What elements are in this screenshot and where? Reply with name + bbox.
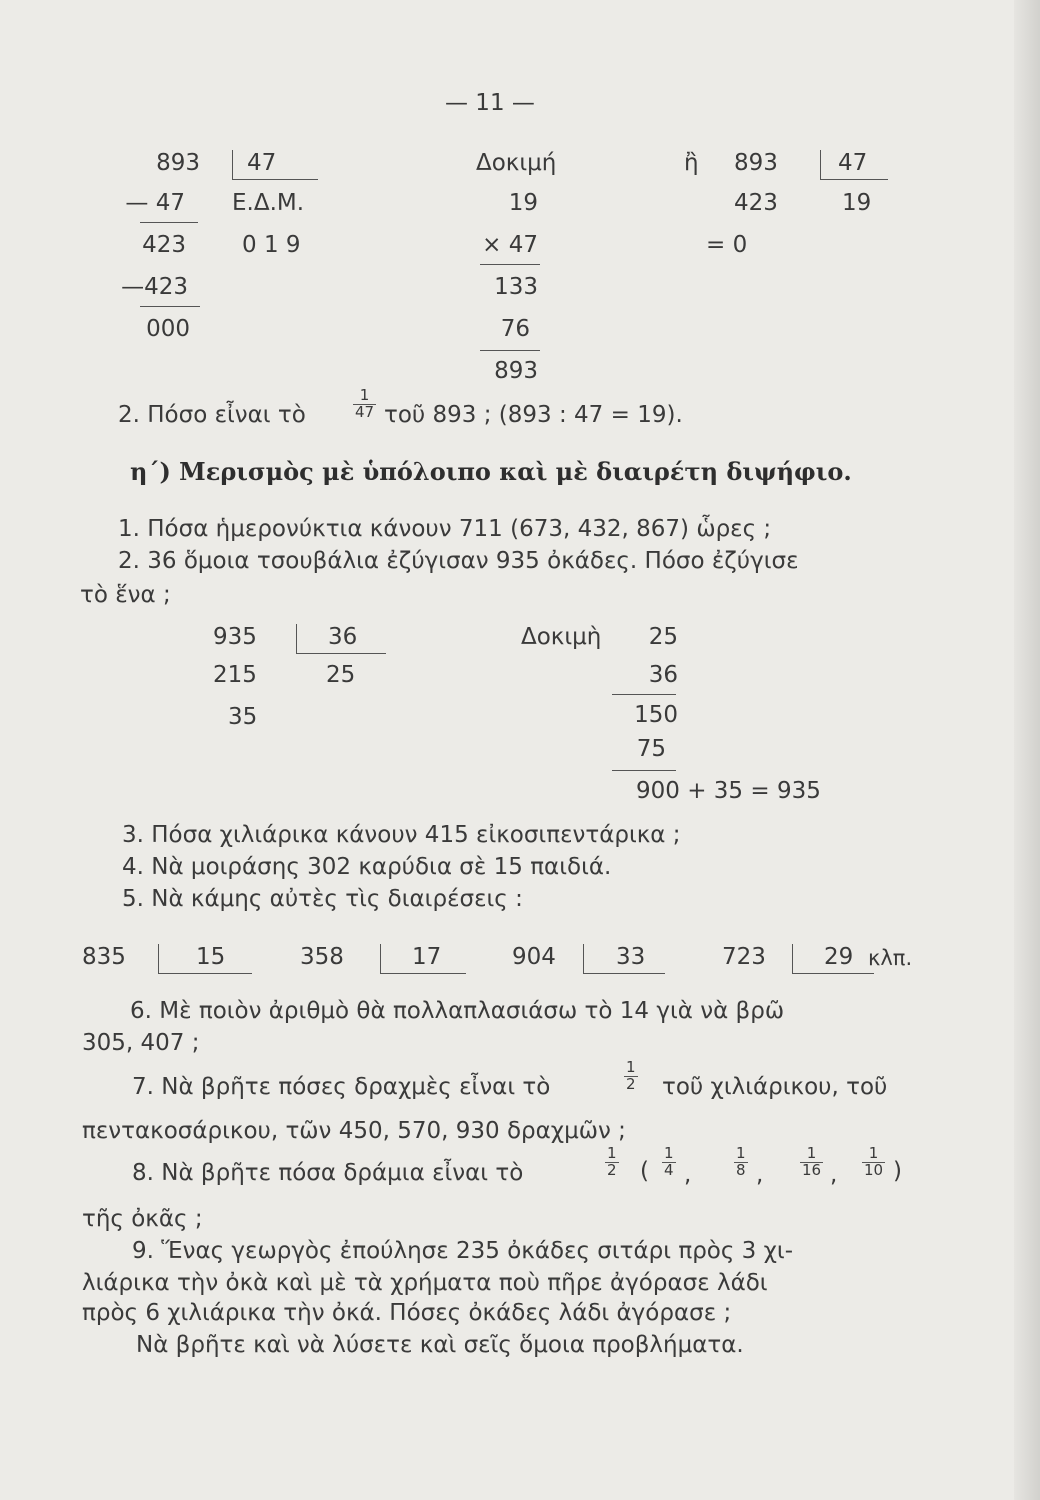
exercise-dividend: 835 [82,944,126,970]
fraction [800,1146,823,1179]
rule [140,306,200,307]
problem-6-line-1: 6. Μὲ ποιὸν ἀριθμὸ θὰ πολλαπλασιάσω τὸ 14 γιὰ νὰ βρῶ [130,998,785,1024]
alt-remainder: 423 [734,190,778,216]
divisor-underline [583,973,665,974]
method-label: Ε.Δ.Μ. [232,190,305,216]
fraction-denominator: 10 [864,1160,884,1179]
remainder-1: 215 [213,662,257,688]
problem-2-line-2: τὸ ἕνα ; [80,582,171,608]
problem-7-text: 7. Νὰ βρῆτε πόσες δραχμὲς εἶναι τὸ [132,1074,551,1100]
problem-9-line-3: πρὸς 6 χιλιάρικα τὴν ὀκά. Πόσες ὀκάδες λάδι ἀγόρασε ; [82,1300,732,1326]
problem-9-line-1: 9. Ἕνας γεωργὸς ἐπούλησε 235 ὀκάδες σιτάρι πρὸς 3 χι- [132,1238,793,1264]
exercise-dividend: 904 [512,944,556,970]
proof-factor-1: 25 [648,624,678,650]
closing-line: Νὰ βρῆτε καὶ νὰ λύσετε καὶ σεῖς ὅμοια προβλήματα. [136,1332,744,1358]
problem-3: 3. Πόσα χιλιάρικα κάνουν 415 εἰκοσιπεντάρικα ; [122,822,681,848]
proof-partial-1: 150 [634,702,678,728]
division-bar [158,944,159,974]
problem-7-text: τοῦ χιλιάρικου, τοῦ [662,1074,888,1100]
proof-factor-1: 19 [508,190,538,216]
divisor: 47 [247,150,277,176]
rule [612,770,676,771]
fraction-denominator: 2 [626,1074,636,1093]
fraction [662,1146,676,1179]
comma: , [684,1162,692,1188]
page-number: — 11 — [445,90,535,116]
divisor-underline [158,973,252,974]
divisor: 36 [328,624,358,650]
fraction-1-47 [353,388,376,421]
fraction-denominator: 16 [802,1160,822,1179]
proof-result: 900 + 35 = 935 [636,778,821,804]
problem-2-line-1: 2. 36 ὅμοια τσουβάλια ἐζύγισαν 935 ὀκάδες. Πόσο ἐζύγισε [118,548,799,574]
rule [480,264,540,265]
section-heading: η΄) Μερισμὸς μὲ ὑπόλοιπο καὶ μὲ διαιρέτη διψήφιο. [130,457,852,486]
exercise-divisor: 15 [196,944,226,970]
division-bar [583,944,584,974]
divisor-underline [296,653,386,654]
alt-quotient: 19 [842,190,872,216]
division-bar [232,150,233,180]
or-label: ἢ [684,150,699,176]
problem-8-line-2: τῆς ὀκᾶς ; [82,1206,203,1232]
problem-4: 4. Νὰ μοιράσης 302 καρύδια σὲ 15 παιδιά. [122,854,612,880]
division-bar [380,944,381,974]
fraction [862,1146,885,1179]
fraction [605,1146,619,1179]
question-text: τοῦ 893 ; (893 : 47 = 19). [384,402,683,428]
proof-label: Δοκιμή [476,150,557,176]
division-bar [820,150,821,180]
problem-1: 1. Πόσα ἡμερονύκτια κάνουν 711 (673, 432, 867) ὧρες ; [118,516,772,542]
fraction [734,1146,748,1179]
problem-5: 5. Νὰ κάμης αὐτὲς τὶς διαιρέσεις : [122,886,523,912]
divisor-underline [792,973,874,974]
exercise-dividend: 723 [722,944,766,970]
proof-result: 893 [494,358,538,384]
close-paren: ) [893,1158,902,1184]
problem-6-line-2: 305, 407 ; [82,1030,200,1056]
quotient: 25 [326,662,356,688]
alt-zero: = 0 [706,232,748,258]
alt-divisor: 47 [838,150,868,176]
dividend: 935 [213,624,257,650]
divisor-underline [820,179,888,180]
problem-7-line-2: πεντακοσάρικου, τῶν 450, 570, 930 δραχμῶν ; [82,1118,626,1144]
fraction-denominator: 2 [607,1160,617,1179]
exercise-divisor: 17 [412,944,442,970]
proof-partial-1: 133 [494,274,538,300]
proof-factor-2: 36 [648,662,678,688]
proof-factor-2: × 47 [482,232,538,258]
proof-partial-2: 76 [500,316,530,342]
subtraction-2: —423 [121,274,188,300]
rule [480,350,540,351]
fraction-numerator: 1 [806,1144,817,1162]
exercise-dividend: 358 [300,944,344,970]
fraction-denominator: 47 [355,402,375,421]
proof-label: Δοκιμὴ [521,624,602,650]
comma: , [756,1162,764,1188]
fraction-numerator: 1 [626,1058,636,1076]
rule [612,694,676,695]
remainder-1: 423 [142,232,186,258]
dividend: 893 [156,150,200,176]
fraction-numerator: 1 [607,1144,617,1162]
fraction-numerator: 1 [736,1144,746,1162]
division-bar [792,944,793,974]
comma: , [830,1162,838,1188]
divisor-underline [380,973,466,974]
problem-8-text: 8. Νὰ βρῆτε πόσα δράμια εἶναι τὸ [132,1160,524,1186]
remainder-2: 000 [146,316,190,342]
fraction-1-2 [624,1060,638,1093]
remainder: 35 [228,704,258,730]
subtraction-1: — 47 [125,190,185,216]
exercise-divisor: 29 [824,944,854,970]
page-edge-shadow [1014,0,1040,1500]
fraction-denominator: 4 [664,1160,674,1179]
fraction-numerator: 1 [868,1144,879,1162]
quotient-digits: 0 1 9 [242,232,301,258]
fraction-numerator: 1 [664,1144,674,1162]
rule [140,222,198,223]
fraction-numerator: 1 [359,386,370,404]
exercise-divisor: 33 [616,944,646,970]
fraction-denominator: 8 [736,1160,746,1179]
division-bar [296,624,297,654]
problem-9-line-2: λιάρικα τὴν ὀκὰ καὶ μὲ τὰ χρήματα ποὺ πῆρε ἀγόρασε λάδι [82,1270,768,1296]
divisor-underline [232,179,318,180]
etc-label: κλπ. [868,946,913,970]
alt-dividend: 893 [734,150,778,176]
proof-partial-2: 75 [636,736,666,762]
question-text: 2. Πόσο εἶναι τὸ [118,402,306,428]
open-paren: ( [640,1158,649,1184]
